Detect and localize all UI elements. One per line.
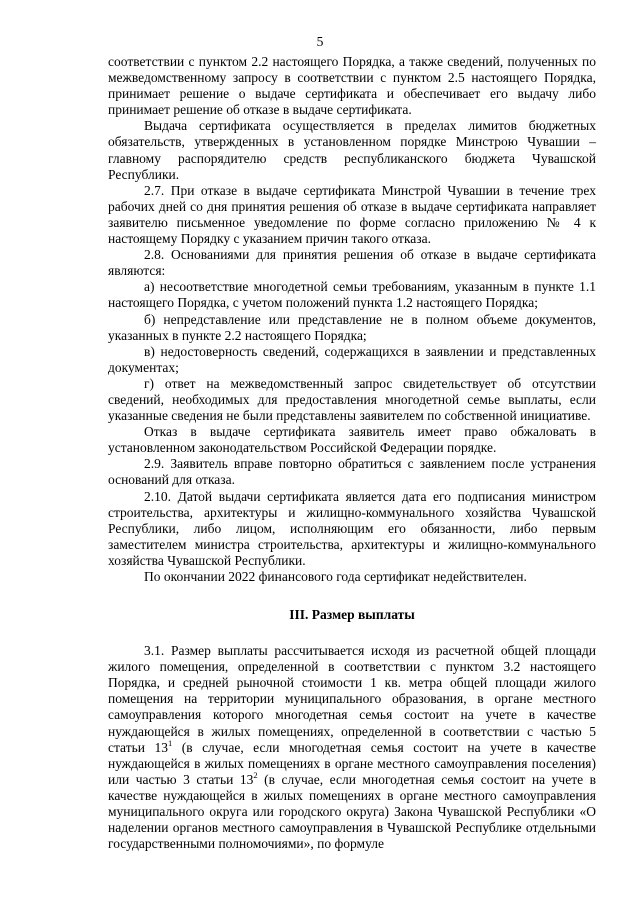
paragraph-2-10: 2.10. Датой выдачи сертификата является дата его подписания министром строительства, архитектуры и жилищно-коммунального хозяйства Чувашской Республики, либо лицом, исполняющим его обязанности, либо первым заместителем министра строительства, архитектуры и жилищно-коммунального хозяйства Чувашской Республики. <box>108 488 596 568</box>
list-item-a: а) несоответствие многодетной семьи требованиям, указанным в пункте 1.1 настоящего Порядка, с учетом положений пункта 1.2 настоящего Порядка; <box>108 279 596 311</box>
paragraph-2-7: 2.7. При отказе в выдаче сертификата Минстрой Чувашии в течение трех рабочих дней со дня принятия решения об отказе в выдаче сертификата направляет заявителю письменное уведомление по форме согласно приложению № 4 к настоящему Порядку с указанием причин такого отказа. <box>108 182 596 247</box>
paragraph-appeal: Отказ в выдаче сертификата заявитель имеет право обжаловать в установленном законодательством Российской Федерации порядке. <box>108 424 596 456</box>
list-item-b: б) непредставление или представление не в полном объеме документов, указанных в пункте 2.2 настоящего Порядка; <box>108 311 596 343</box>
paragraph-3-1-part3: (в случае, если многодетная семья состоит на учете в качестве нуждающейся в жилых помещениях в органе местного самоуправления муниципального округа или городского округа) Закона Чувашской Республики «О наделении органов местного самоуправления в Чувашской Республике отдельными государственными полномочиями», по формуле <box>108 771 596 852</box>
list-item-v: в) недостоверность сведений, содержащихся в заявлении и представленных документах; <box>108 343 596 375</box>
document-body <box>108 54 596 852</box>
paragraph-2-8: 2.8. Основаниями для принятия решения об отказе в выдаче сертификата являются: <box>108 247 596 279</box>
paragraph-3-1-part1: 3.1. Размер выплаты рассчитывается исходя из расчетной общей площади жилого помещения, определенной в соответствии с пунктом 3.2 настоящего Порядка, и средней рыночной стоимости 1 кв. метра общей площади жилого помещения на территории муниципального образования, в органе местного самоуправления которого многодетная семья состоит на учете в качестве нуждающейся в жилых помещениях, определенной в соответствии с частью 5 статьи 13 <box>108 643 596 755</box>
section-heading: III. Размер выплаты <box>289 607 415 623</box>
superscript-2: 2 <box>253 769 258 780</box>
paragraph-2-9: 2.9. Заявитель вправе повторно обратиться с заявлением после устранения оснований для отказа. <box>108 456 596 488</box>
list-item-g: г) ответ на межведомственный запрос свидетельствует об отсутствии сведений, необходимых для предоставления многодетной семье выплаты, если указанные сведения не были представлены заявителем по собственной инициативе. <box>108 375 596 424</box>
paragraph-3-1 <box>108 643 596 852</box>
page-number: 5 <box>316 34 324 49</box>
paragraph-3-1-part2: (в случае, если многодетная семья состоит на учете в качестве нуждающейся в жилых помещениях в органе местного самоуправления поселения) или частью 3 статьи 13 <box>108 739 596 787</box>
paragraph-validity: По окончании 2022 финансового года сертификат недействителен. <box>144 569 527 584</box>
superscript-1: 1 <box>167 737 173 748</box>
paragraph-continuation: соответствии с пунктом 2.2 настоящего Порядка, а также сведений, полученных по межведомственному запросу в соответствии с пунктом 2.5 настоящего Порядка, принимает решение о выдаче сертификата и обеспечивает его выдачу либо принимает решение об отказе в выдаче сертификата. <box>108 54 596 118</box>
paragraph-budget-limits: Выдача сертификата осуществляется в пределах лимитов бюджетных обязательств, утвержденных в установленном порядке Минстрою Чувашии – главному распорядителю средств республиканского бюджета Чувашской Республики. <box>108 118 596 182</box>
